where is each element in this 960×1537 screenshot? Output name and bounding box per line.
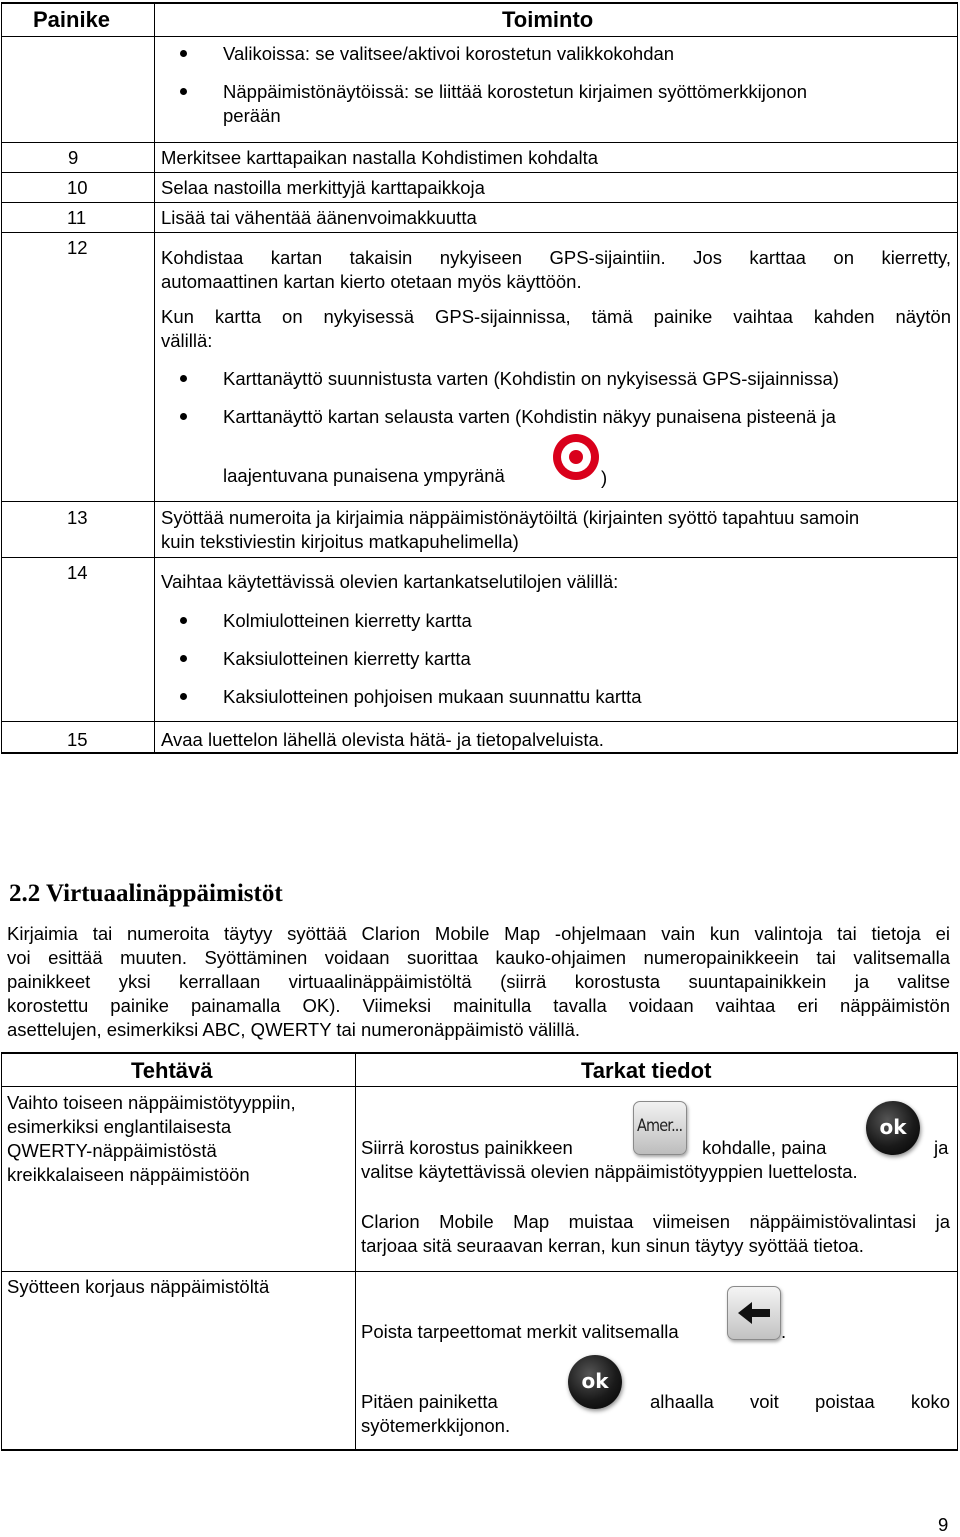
- column-header-task: Tehtävä: [131, 1058, 213, 1083]
- row-number-14: 14: [67, 562, 88, 583]
- task-2-text: Syötteen korjaus näppäimistöltä: [7, 1276, 270, 1297]
- bullet: [180, 693, 187, 700]
- row-12-bullet-2-close: ): [601, 467, 608, 488]
- row-13-line2: kuin tekstiviestin kirjoitus matkapuhelimella): [161, 531, 519, 552]
- row-12-p2-line1: Kun kartta on nykyisessä GPS-sijainnissa, tämä painike vaihtaa kahden näytön: [161, 306, 951, 327]
- row-number-13: 13: [67, 507, 88, 528]
- ok-button-icon: [866, 1101, 920, 1155]
- row-number-15: 15: [67, 729, 88, 750]
- bullet: [180, 655, 187, 662]
- task-1-line: esimerkiksi englantilaisesta: [7, 1116, 232, 1137]
- task-1-detail-b-line2: tarjoaa sitä seuraavan kerran, kun sinun täytyy syöttää tietoa.: [361, 1235, 864, 1256]
- task-1-detail-b-line1: Clarion Mobile Map muistaa viimeisen näppäimistövalintasi ja: [361, 1211, 950, 1232]
- row-14-intro: Vaihtaa käytettävissä olevien kartankatselutilojen välillä:: [161, 571, 619, 592]
- row-9-text: Merkitsee karttapaikan nastalla Kohdistimen kohdalta: [161, 147, 599, 168]
- row-12-bullet-2: Karttanäyttö kartan selausta varten (Kohdistin näkyy punaisena pisteenä ja: [223, 406, 836, 427]
- backspace-button-icon: [727, 1286, 781, 1340]
- amer-button-label: Amer...: [637, 1116, 683, 1136]
- paragraph-line: Kirjaimia tai numeroita täytyy syöttää Clarion Mobile Map -ohjelmaan vain kun valintoja tai tietoja ei: [7, 923, 950, 944]
- row-number-10: 10: [67, 177, 88, 198]
- column-header-function: Toiminto: [502, 7, 594, 32]
- row-number-9: 9: [68, 147, 79, 168]
- ok-button-label: ok: [581, 1369, 609, 1393]
- task-1-detail-a3: ja: [934, 1137, 949, 1158]
- bullet: [180, 413, 187, 420]
- task-1-line: kreikkalaiseen näppäimistöön: [7, 1164, 250, 1185]
- row-number-11: 11: [67, 207, 87, 228]
- row0-bullet-2-cont: perään: [223, 105, 281, 126]
- bullet: [180, 375, 187, 382]
- task-2-detail-a: Poista tarpeettomat merkit valitsemalla: [361, 1321, 679, 1342]
- task-2-detail-a-end: .: [781, 1321, 787, 1342]
- row-12-bullet-1: Karttanäyttö suunnistusta varten (Kohdistin on nykyisessä GPS-sijainnissa): [223, 368, 839, 389]
- row-11-text: Lisää tai vähentää äänenvoimakkuutta: [161, 207, 477, 228]
- task-1-line: QWERTY-näppäimistöstä: [7, 1140, 217, 1161]
- column-header-details: Tarkat tiedot: [581, 1058, 712, 1083]
- row-12-bullet-2-cont: laajentuvana punaisena ympyränä: [223, 465, 505, 486]
- task-2-detail-b-line2: syötemerkkijonon.: [361, 1415, 511, 1436]
- row-12-p1-line2: automaattinen kartan kierto otetaan myös käyttöön.: [161, 271, 582, 292]
- task-1-detail-a2: kohdalle, paina: [702, 1137, 827, 1158]
- row0-bullet-1: Valikoissa: se valitsee/aktivoi korostetun valikkokohdan: [223, 43, 675, 64]
- paragraph-line: asettelujen, esimerkiksi ABC, QWERTY tai numeronäppäimistö välillä.: [7, 1019, 581, 1040]
- row-13-line1: Syöttää numeroita ja kirjaimia näppäimistönäytöiltä (kirjainten syöttö tapahtuu samoin: [161, 507, 860, 528]
- page-number: 9: [938, 1514, 949, 1535]
- row-10-text: Selaa nastoilla merkittyjä karttapaikkoja: [161, 177, 485, 198]
- red-target-icon: [550, 431, 602, 483]
- task-1-detail-a1: Siirrä korostus painikkeen: [361, 1137, 573, 1158]
- ok-button-icon: [568, 1355, 622, 1409]
- row-14-bullet-2: Kaksiulotteinen kierretty kartta: [223, 648, 471, 669]
- amer-button-icon: [633, 1101, 687, 1155]
- paragraph-line: voi esittää muuten. Syöttäminen voidaan suorittaa kauko-ohjaimen numeropainikkeein tai valitsemalla: [7, 947, 950, 968]
- paragraph-line: korostettu painike painamalla OK). Viimeksi mainitulla tavalla voidaan vaihtaa eri näppäimistön: [7, 995, 950, 1016]
- paragraph-line: painikkeet yksi kerrallaan virtuaalinäppäimistöltä (siirrä korostusta suuntapainikkein ja valitse: [7, 971, 950, 992]
- section-heading: 2.2 Virtuaalinäppäimistöt: [9, 880, 283, 907]
- row-14-bullet-3: Kaksiulotteinen pohjoisen mukaan suunnattu kartta: [223, 686, 642, 707]
- task-2-detail-b2: alhaalla voit poistaa koko: [650, 1391, 950, 1412]
- row-12-p2-line2: välillä:: [161, 330, 213, 351]
- task-1-detail-a-line2: valitse käytettävissä olevien näppäimistötyyppien luettelosta.: [361, 1161, 858, 1182]
- ok-button-label: ok: [879, 1115, 907, 1139]
- row-14-bullet-1: Kolmiulotteinen kierretty kartta: [223, 610, 472, 631]
- task-2-detail-b1: Pitäen painiketta: [361, 1391, 498, 1412]
- bullet: [180, 50, 187, 57]
- bullet: [180, 88, 187, 95]
- row-12-p1-line1: Kohdistaa kartan takaisin nykyiseen GPS-sijaintiin. Jos karttaa on kierretty,: [161, 247, 951, 268]
- task-1-line: Vaihto toiseen näppäimistötyyppiin,: [7, 1092, 296, 1113]
- row0-bullet-2: Näppäimistönäytöissä: se liittää korostetun kirjaimen syöttömerkkijonon: [223, 81, 808, 102]
- column-header-button: Painike: [33, 7, 111, 32]
- arrow-left-icon: [728, 1287, 780, 1339]
- bullet: [180, 617, 187, 624]
- row-15-text: Avaa luettelon lähellä olevista hätä- ja tietopalveluista.: [161, 729, 604, 750]
- row-number-12: 12: [67, 237, 88, 258]
